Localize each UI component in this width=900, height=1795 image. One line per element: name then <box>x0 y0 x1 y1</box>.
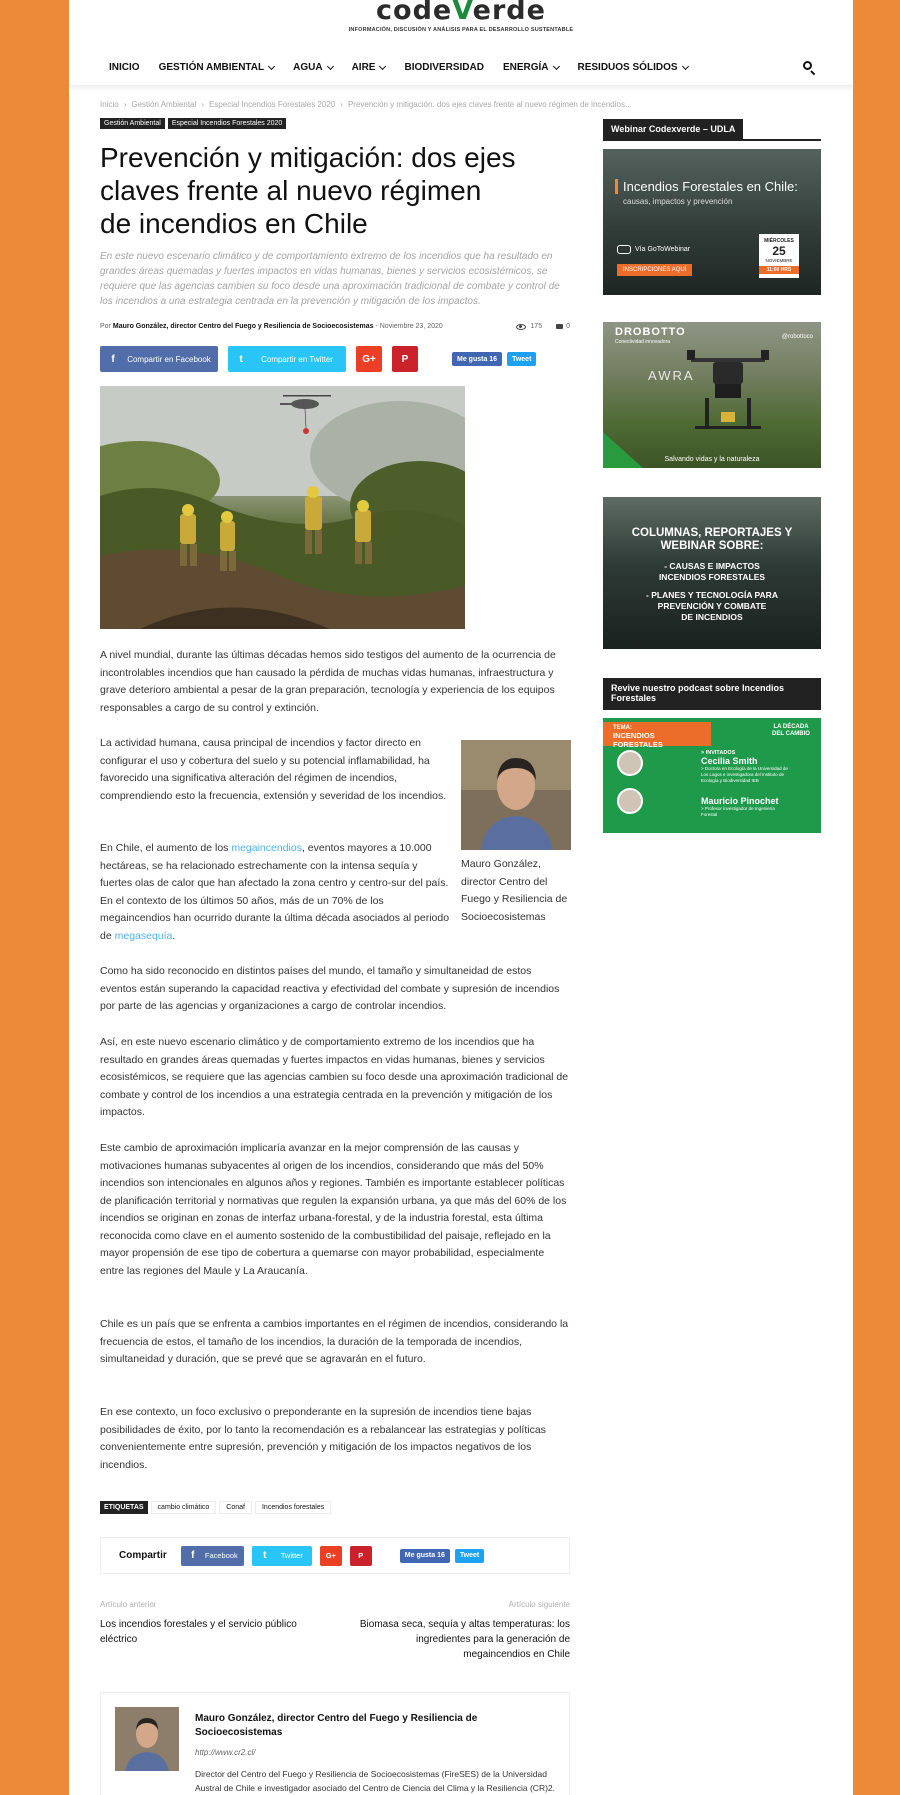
chevron-down-icon <box>379 62 386 69</box>
twitter-icon: t <box>239 353 243 365</box>
webinar-via <box>617 245 690 254</box>
paragraph-8: En ese contexto, un foco exclusivo o preponderante en la supresión de incendios tiene bajas posibilidades de éxito, por lo tanto la recomendación es a rebalancear las estrategias y políticas convenientemente entre supresión, prevención y mitigación de los impactos negativos de los incendios. <box>100 1406 546 1471</box>
columns-line-3a: - PLANES Y TECNOLOGÍA PARA <box>646 590 778 600</box>
breadcrumb-item-inicio[interactable]: Inicio <box>100 100 119 109</box>
firefighters-illustration <box>100 386 465 629</box>
guest-avatar-1 <box>617 750 643 776</box>
share-bottom-twitter-button[interactable] <box>252 1546 312 1566</box>
meta-by: Por <box>100 323 111 330</box>
author-photo-inline <box>461 740 571 850</box>
share-bottom-pinterest-button[interactable]: P <box>350 1546 372 1566</box>
tag-item[interactable]: Conaf <box>219 1501 252 1514</box>
breadcrumb-item-especial[interactable]: Especial Incendios Forestales 2020 <box>208 100 336 109</box>
webinar-banner[interactable] <box>603 149 821 295</box>
sidebar-webinar-title: Webinar Codexverde – UDLA <box>603 119 743 139</box>
author-avatar[interactable] <box>115 1707 179 1771</box>
facebook-icon: f <box>111 353 115 365</box>
columns-line-2b: INCENDIOS FORESTALES <box>658 572 766 582</box>
drone-tagline: Salvando vidas y la naturaleza <box>664 456 760 463</box>
meta-stats <box>516 323 570 330</box>
podcast-topic <box>603 722 711 749</box>
author-photo-caption: Mauro González, director Centro del Fuego y Resiliencia de Socioecosistemas <box>461 858 568 923</box>
tag-item[interactable]: Incendios forestales <box>255 1501 331 1514</box>
paragraph-5: Así, en este nuevo escenario climático y de comportamiento extremo de los incendios que ha resultado en grandes áreas quemadas y fuertes impactos en vidas humanas, bienes y servicios ecosistémicos, se requiere que las agencias cambien su foco desde una aproximación tradicional de combate y control de los incendios a una estrategia centrada en la prevención y mitigación de los impactos. <box>100 1036 569 1118</box>
prev-article-link[interactable]: Los incendios forestales y el servicio público eléctrico <box>100 1619 297 1645</box>
columns-line-3c: DE INCENDIOS <box>681 612 743 622</box>
drone-brand-sub: Conectividad innovadora <box>615 339 671 345</box>
drone-banner[interactable] <box>603 322 821 468</box>
nav-item-label: AIRE <box>351 62 376 73</box>
nav-item-label: ENERGÍA <box>502 62 549 73</box>
main-nav <box>69 52 853 86</box>
chevron-down-icon <box>681 62 688 69</box>
podcast-topic-label: TEMA: <box>613 725 632 731</box>
paragraph-3-text-a: En Chile, el aumento de los <box>100 842 232 854</box>
webinar-time: 11:00 HRS <box>759 266 799 274</box>
sidebar-drone-ad[interactable] <box>603 322 821 468</box>
category-badge[interactable]: Gestión Ambiental <box>100 118 165 129</box>
podcast-guest-2-name: Mauricio Pinochet <box>701 796 779 806</box>
podcast-guest-2 <box>701 796 791 818</box>
share-bottom-title: Compartir <box>119 1550 167 1561</box>
podcast-guest-1 <box>701 750 791 784</box>
nav-item-label: INICIO <box>109 62 140 73</box>
webinar-title: Incendios Forestales en Chile: <box>615 179 798 194</box>
fb-like-button[interactable]: Me gusta 16 <box>452 352 502 366</box>
chevron-down-icon <box>552 62 559 69</box>
link-megaincendios[interactable]: megaincendios <box>231 842 302 854</box>
share-bar-bottom <box>100 1537 570 1574</box>
meta-dash: - <box>375 323 378 330</box>
sidebar-podcast <box>603 678 821 833</box>
columns-line-2a: - CAUSAS E IMPACTOS <box>664 561 760 571</box>
share-bar-top <box>100 346 536 372</box>
comment-icon[interactable] <box>556 324 563 329</box>
podcast-banner[interactable] <box>603 718 821 833</box>
author-box <box>100 1692 570 1795</box>
category-badges <box>100 118 289 129</box>
columns-line-3 <box>603 590 821 623</box>
tweet-button-bottom[interactable]: Tweet <box>455 1549 484 1563</box>
share-facebook-label: Compartir en Facebook <box>127 354 211 364</box>
share-bottom-gplus-button[interactable]: G+ <box>320 1546 342 1566</box>
webinar-via-label: Vía GoToWebinar <box>635 246 691 253</box>
category-badge[interactable]: Especial Incendios Forestales 2020 <box>168 118 287 129</box>
logo-text-v: V <box>452 0 473 26</box>
nav-item-5[interactable] <box>503 62 559 73</box>
paragraph-3 <box>100 840 450 945</box>
prev-next-nav <box>100 1600 570 1670</box>
share-bottom-twitter-label: Twitter <box>280 1551 303 1560</box>
author-box-url[interactable]: http://www.cr2.cl/ <box>195 1748 256 1757</box>
author-portrait-illustration <box>461 740 571 850</box>
tags-row <box>100 1501 334 1514</box>
author-box-description: Director del Centro del Fuego y Resiliencia de Socioecosistemas (FireSES) de la Universidad Austral de Chile e investigador asociado del Centro de Ciencia del Clima y la Resiliencia (CR)2. <box>195 1769 556 1793</box>
author-box-name[interactable]: Mauro González, director Centro del Fuego y Resiliencia de Socioecosistemas <box>195 1713 478 1738</box>
logo-text-post: erde <box>472 0 546 26</box>
share-twitter-label: Compartir en Twitter <box>261 354 333 364</box>
youtube-icon <box>617 245 631 254</box>
nav-item-label: BIODIVERSIDAD <box>404 62 484 73</box>
share-gplus-button[interactable]: G+ <box>356 346 382 372</box>
breadcrumb: Inicio › Gestión Ambiental › Especial Incendios Forestales 2020 › Prevención y mitigación: dos ejes claves frente al nuevo régimen de incendios... <box>100 100 632 109</box>
podcast-guest-2-desc: > Profesor investigador de Ingeniería Forestal <box>701 806 775 817</box>
share-bottom-facebook-label: Facebook <box>204 1551 238 1560</box>
tags-label: ETIQUETAS <box>100 1501 148 1514</box>
webinar-date-card <box>759 234 799 278</box>
paragraph-3-text-c: . <box>172 929 176 942</box>
twitter-icon: t <box>263 1550 267 1561</box>
podcast-logo: LA DÉCADA DEL CAMBIO <box>772 724 810 737</box>
columns-line-2 <box>603 561 821 583</box>
facebook-icon: f <box>191 1550 195 1561</box>
logo-text-pre: code <box>376 0 453 26</box>
columns-line-1b: WEBINAR SOBRE: <box>660 540 764 552</box>
share-facebook-button[interactable] <box>100 346 218 372</box>
link-megasequia[interactable]: megasequía <box>114 929 173 942</box>
logo-wordmark <box>376 0 546 26</box>
nav-item-label: AGUA <box>293 62 323 73</box>
nav-item-label: RESIDUOS SÓLIDOS <box>577 62 678 73</box>
search-icon[interactable] <box>802 60 818 76</box>
fb-like-button-bottom[interactable]: Me gusta 16 <box>400 1549 450 1563</box>
breadcrumb-item-current: Prevención y mitigación: dos ejes claves frente al nuevo régimen de incendios... <box>347 100 632 109</box>
podcast-guest-1-desc: > Doctora en Ecología de la Universidad de Los Lagos e investigadora del Instituto de Ecología y Biodiversidad IEB <box>701 766 788 783</box>
next-article-label: Artículo siguiente <box>508 1600 570 1609</box>
columns-line-1 <box>603 527 821 553</box>
article-subtitle: En este nuevo escenario climático y de comportamiento extremo de los incendios que ha resultado en grandes áreas quemadas y fuertes impactos en vidas humanas, bienes y servicios ecosistémicos, se requiere que las agencias cambien su foco desde una aproximación tradicional de combate y control de los incendios a una estrategia centrada en la prevención y mitigación de los impactos. <box>100 251 560 307</box>
chevron-down-icon <box>268 62 275 69</box>
sidebar-podcast-title: Revive nuestro podcast sobre Incendios Forestales <box>603 678 821 708</box>
paragraph-4: Como ha sido reconocido en distintos países del mundo, el tamaño y simultaneidad de estos eventos están superando la capacidad reactiva y efectividad del combate y supresión de incendios por parte de las agencias y organizaciones a cargo de controlar incendios. <box>100 965 560 1012</box>
sidebar-podcast-header <box>603 678 821 710</box>
nav-item-6[interactable] <box>578 62 688 73</box>
tag-item[interactable]: cambio climático <box>151 1501 217 1514</box>
nav-items <box>109 62 707 73</box>
breadcrumb-item-gestion[interactable]: Gestión Ambiental <box>131 100 197 109</box>
nav-item-4[interactable] <box>404 62 483 73</box>
columns-line-1a: COLUMNAS, REPORTAJES Y <box>631 527 793 539</box>
nav-item-0[interactable] <box>109 62 140 73</box>
article-meta <box>100 323 570 335</box>
paragraph-7: Chile es un país que se enfrenta a cambios importantes en el régimen de incendios, considerando la frecuencia de estos, el tamaño de los incendios, la duración de la temporada de incendios, simultaneidad y duración, que se prevé que se agravarán en el futuro. <box>100 1318 569 1365</box>
nav-item-label: GESTIÓN AMBIENTAL <box>158 62 265 73</box>
sidebar-webinar-header <box>603 119 821 141</box>
share-bottom-facebook-button[interactable] <box>181 1546 244 1566</box>
sidebar-webinar <box>603 119 821 295</box>
share-twitter-button[interactable] <box>228 346 346 372</box>
drone-model: AWRA <box>648 368 695 383</box>
prev-article-label: Artículo anterior <box>100 1600 157 1609</box>
podcast-guests-label: > INVITADOS <box>701 750 736 756</box>
guest-avatar-2 <box>617 788 643 814</box>
paragraph-3-text-b: , eventos mayores a 10.000 hectáreas, se ha relacionado estrechamente con la intensa sequía y fuertes olas de calor que han afectado la zona centro y centro-sur del país. En el contexto de los últimos 50 años, más de un 70% de los megaincendios han ocurrido durante la última década asociados al periodo de <box>100 842 450 942</box>
podcast-guest-1-name: Cecilia Smith <box>701 756 758 766</box>
meta-author[interactable]: Mauro González, director Centro del Fuego y Resiliencia de Socioecosistemas <box>112 323 374 330</box>
webinar-day-name: MIÉRCOLES <box>764 238 794 244</box>
tweet-button[interactable]: Tweet <box>507 352 536 366</box>
article-title: Prevención y mitigación: dos ejes claves frente al nuevo régimen de incendios en Chile <box>100 142 516 239</box>
social-counters-bottom <box>400 1549 484 1563</box>
views-count: 175 <box>530 323 543 330</box>
nav-item-3[interactable] <box>352 62 386 73</box>
webinar-day: 25 <box>772 244 786 258</box>
webinar-subtitle: causas, impactos y prevención <box>623 197 733 206</box>
share-pinterest-button[interactable]: P <box>392 346 418 372</box>
social-counters <box>452 352 536 366</box>
nav-item-1[interactable] <box>159 62 275 73</box>
next-article-link[interactable]: Biomasa seca, sequía y altas temperaturas: los ingredientes para la generación de megaincendios en Chile <box>359 1619 570 1660</box>
podcast-topic-value: INCENDIOS FORESTALES <box>613 731 663 749</box>
paragraph-2: La actividad humana, causa principal de incendios y factor directo en configurar el uso y cobertura del suelo y su potencial inflamabilidad, ha favorecido una significativa alteración del régimen de incendios, comprendiendo esto la frecuencia, extensión y severidad de los incendios. <box>100 737 447 802</box>
page <box>69 0 853 1795</box>
drone-brand: DROBOTTO <box>615 326 686 338</box>
comments-count[interactable]: 0 <box>566 323 570 330</box>
paragraph-1: A nivel mundial, durante las últimas décadas hemos sido testigos del aumento de la ocurrencia de incontrolables incendios que han causado la pérdida de muchas vidas humanas, infraestructura y grave deterioro ambiental a pesar de la gran preparación, tecnología y experiencia de los equipos responsables a cargo de su control y extinción. <box>100 649 556 714</box>
sidebar-columns-ad[interactable] <box>603 497 821 649</box>
drone-handle: @robottoco <box>781 334 813 340</box>
author-avatar-illustration <box>115 1707 179 1771</box>
logo-tagline: INFORMACIÓN, DISCUSIÓN Y ANÁLISIS PARA EL DESARROLLO SUSTENTABLE <box>348 27 574 33</box>
paragraph-6: Este cambio de aproximación implicaría avanzar en la mejor comprensión de las causas y motivaciones humanas subyacentes al origen de los incendios, considerando que más del 50% incendios son intencionales en algunos años y regiones. También es importante establecer políticas de planificación territorial y normativas que regulen la expansión urbana, ya que más del 60% de los incendios se originan en zonas de interfaz urbana-forestal, y de la industria forestal, esta última reconocida como clave en el aumento sostenido de la combustibilidad del paisaje, reflejado en la mayor propensión de ese tipo de cobertura a quemarse con mayor probabilidad, especialmente entre las regiones del Maule y La Araucanía. <box>100 1142 567 1277</box>
webinar-register-button[interactable]: INSCRIPCIONES AQUÍ <box>617 264 692 276</box>
chevron-down-icon <box>327 62 334 69</box>
nav-item-2[interactable] <box>293 62 332 73</box>
next-article <box>350 1600 570 1662</box>
prev-article <box>100 1600 310 1647</box>
site-logo[interactable] <box>69 0 853 40</box>
meta-date: Noviembre 23, 2020 <box>379 323 443 330</box>
columns-banner[interactable] <box>603 497 821 649</box>
webinar-month: NOVIEMBRE <box>765 258 793 263</box>
article-hero-image <box>100 386 465 629</box>
columns-line-3b: PREVENCIÓN Y COMBATE <box>657 601 767 611</box>
eye-icon <box>516 324 526 330</box>
